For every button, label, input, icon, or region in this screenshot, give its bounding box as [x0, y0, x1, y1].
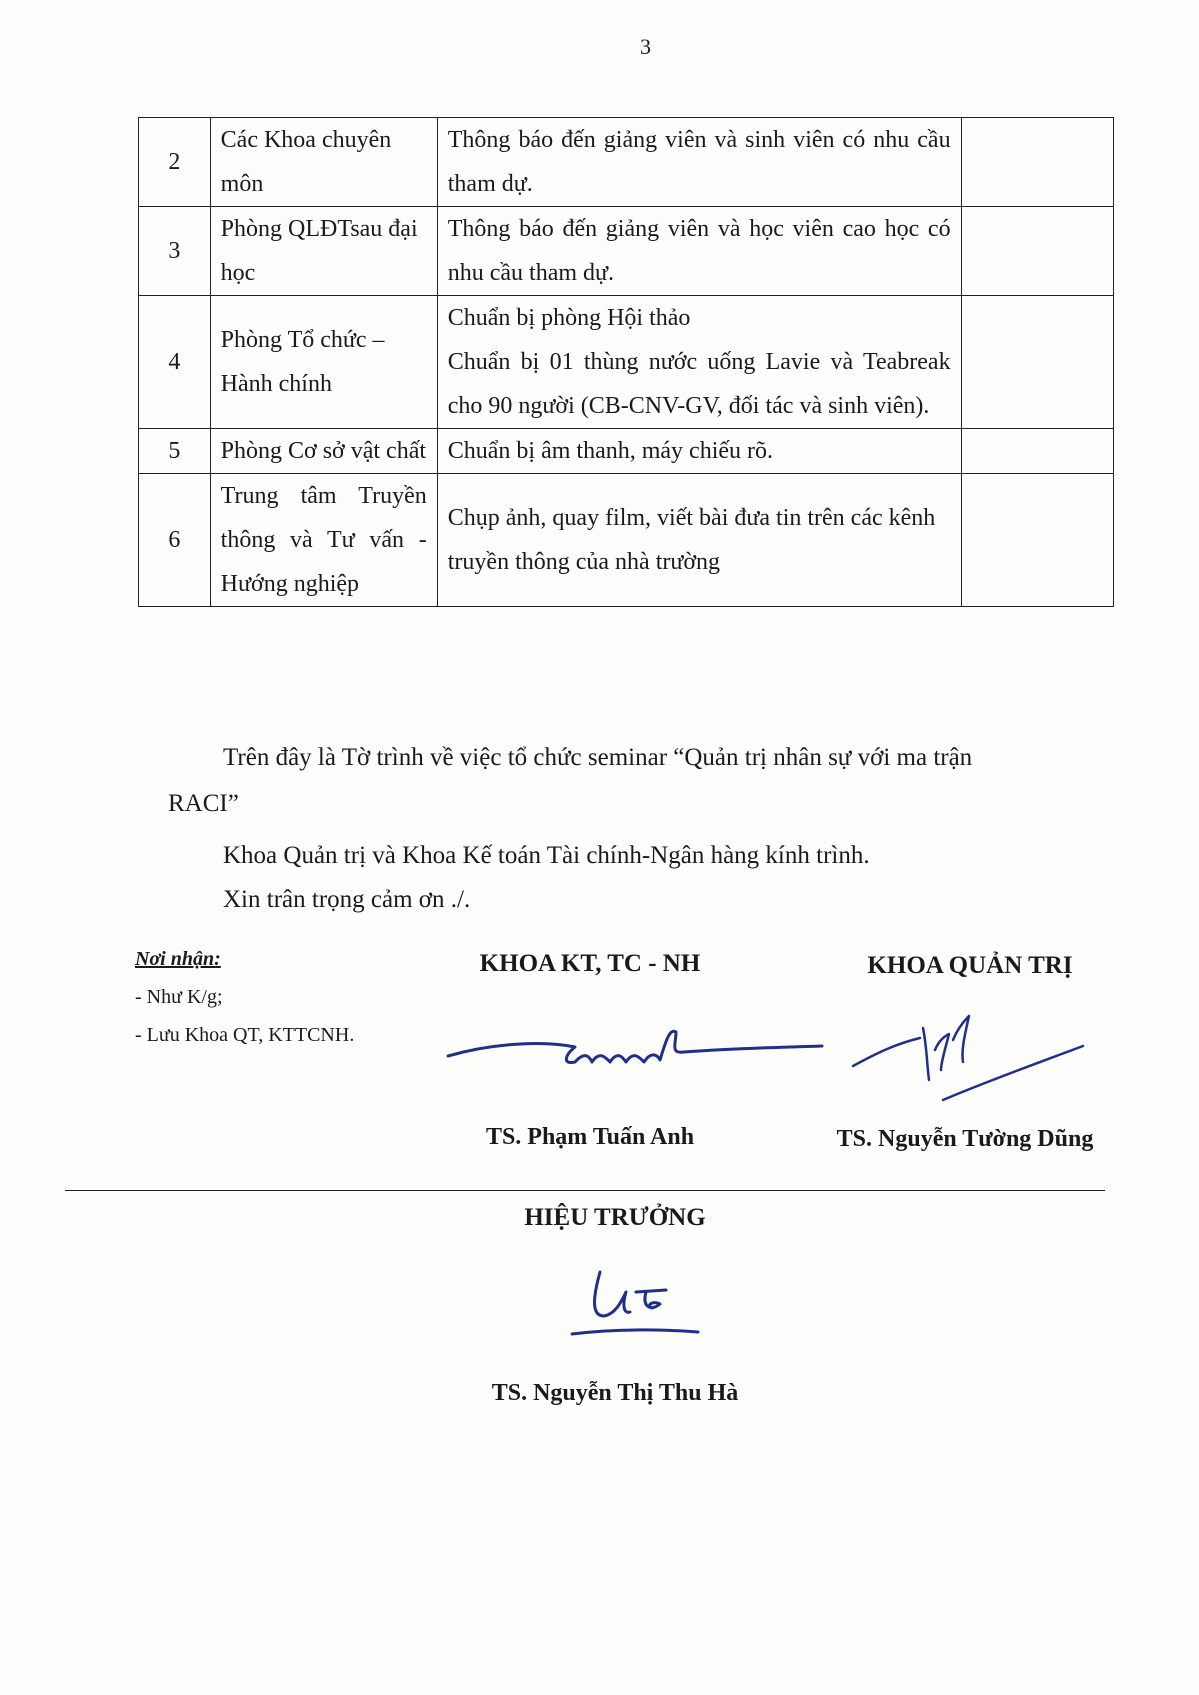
- table-row: [139, 207, 1114, 296]
- principal-title: HIỆU TRƯỞNG: [524, 1204, 706, 1231]
- unit-cell: Phòng QLĐTsau đại học: [210, 207, 437, 296]
- recipients-title: Nơi nhận:: [135, 948, 221, 970]
- principal-signature: [560, 1262, 720, 1352]
- unit-cell: Phòng Tổ chức – Hành chính: [210, 296, 437, 429]
- unit-cell: Các Khoa chuyên môn: [210, 118, 437, 207]
- table-row: [139, 118, 1114, 207]
- task-cell: Chuẩn bị âm thanh, máy chiếu rõ.: [437, 429, 961, 474]
- left-signatory-title: KHOA KT, TC - NH: [479, 950, 701, 977]
- right-signatory-name: TS. Nguyễn Tường Dũng: [836, 1126, 1094, 1152]
- note-cell: [961, 207, 1113, 296]
- row-number: 5: [139, 429, 211, 474]
- right-signatory-title: KHOA QUẢN TRỊ: [867, 952, 1073, 979]
- row-number: 6: [139, 474, 211, 607]
- left-signature: [440, 1010, 830, 1080]
- page-number: 3: [640, 34, 651, 59]
- row-number: 3: [139, 207, 211, 296]
- principal-name: TS. Nguyễn Thị Thu Hà: [491, 1380, 739, 1406]
- task-table: [138, 117, 1114, 607]
- task-line: Chuẩn bị 01 thùng nước uống Lavie và Teabreak cho 90 người (CB-CNV-GV, đối tác và sinh viên).: [447, 349, 951, 419]
- row-number: 4: [139, 296, 211, 429]
- note-cell: [961, 118, 1113, 207]
- closing-line: Xin trân trọng cảm ơn ./.: [223, 886, 471, 913]
- closing-line: Khoa Quản trị và Khoa Kế toán Tài chính-Ngân hàng kính trình.: [223, 842, 870, 869]
- recipient-item: - Lưu Khoa QT, KTTCNH.: [135, 1024, 355, 1046]
- note-cell: [961, 296, 1113, 429]
- section-divider: [65, 1190, 1105, 1191]
- row-number: 2: [139, 118, 211, 207]
- task-cell: Thông báo đến giảng viên và sinh viên có nhu cầu tham dự.: [437, 118, 961, 207]
- table-row: [139, 296, 1114, 429]
- task-cell: Chụp ảnh, quay film, viết bài đưa tin trên các kênh truyền thông của nhà trường: [437, 474, 961, 607]
- right-signature: [845, 1010, 1095, 1110]
- table-row: [139, 474, 1114, 607]
- closing-line: RACI”: [168, 790, 239, 817]
- recipient-item: - Như K/g;: [135, 986, 223, 1008]
- unit-cell: Phòng Cơ sở vật chất: [210, 429, 437, 474]
- table-row: [139, 429, 1114, 474]
- task-line: Chuẩn bị phòng Hội thảo: [447, 305, 691, 331]
- note-cell: [961, 429, 1113, 474]
- task-cell: [437, 296, 961, 429]
- note-cell: [961, 474, 1113, 607]
- unit-cell: Trung tâm Truyền thông và Tư vấn - Hướng nghiệp: [210, 474, 437, 607]
- left-signatory-name: TS. Phạm Tuấn Anh: [485, 1124, 695, 1150]
- task-cell: Thông báo đến giảng viên và học viên cao học có nhu cầu tham dự.: [437, 207, 961, 296]
- closing-line: Trên đây là Tờ trình về việc tổ chức seminar “Quản trị nhân sự với ma trận: [223, 744, 973, 771]
